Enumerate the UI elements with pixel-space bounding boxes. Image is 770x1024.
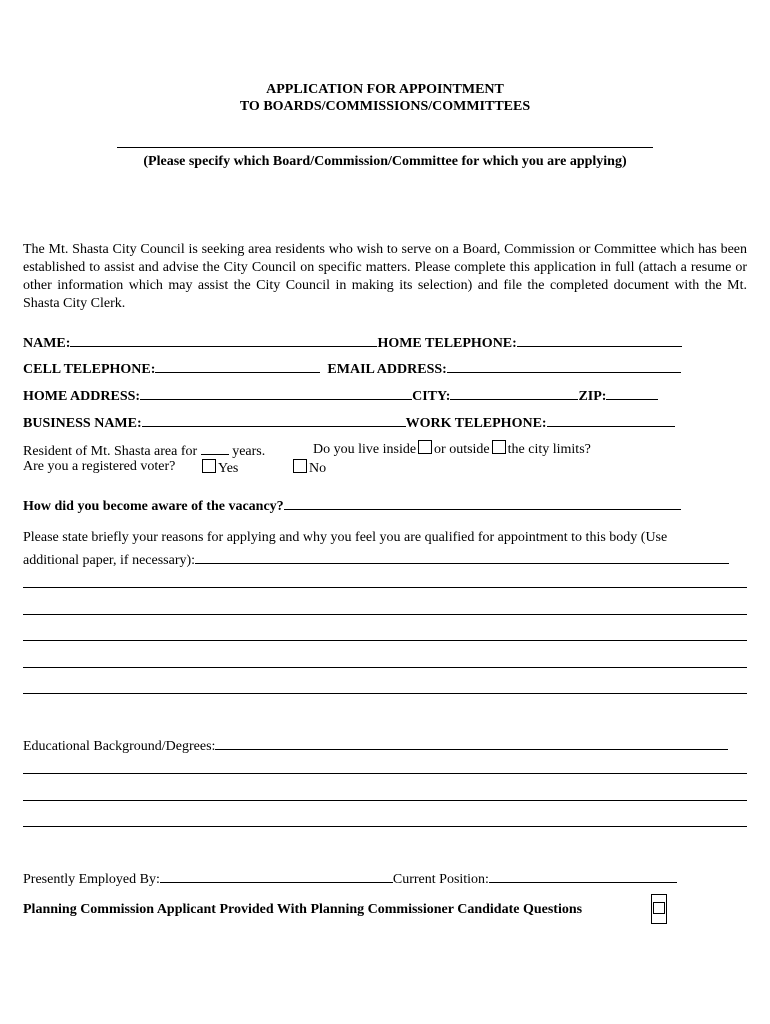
home-address-label: HOME ADDRESS: (23, 389, 141, 404)
form-title-line1: APPLICATION FOR APPOINTMENT (266, 82, 504, 97)
voter-no (291, 459, 326, 477)
voter-yes-label: Yes (218, 461, 239, 476)
work-telephone-field[interactable] (547, 412, 675, 427)
cell-row (23, 358, 681, 378)
employed-by-field[interactable] (160, 868, 393, 883)
reasons-line2-row (23, 549, 729, 569)
work-telephone-label: WORK TELEPHONE: (405, 416, 547, 431)
email-address-field[interactable] (447, 358, 681, 373)
form-title-line2: TO BOARDS/COMMISSIONS/COMMITTEES (239, 99, 531, 114)
voter-no-checkbox[interactable] (293, 459, 307, 473)
home-address-field[interactable] (140, 385, 412, 400)
zip-label: ZIP: (578, 389, 607, 404)
name-label: NAME: (23, 336, 71, 351)
years-field[interactable] (201, 440, 229, 455)
or-outside-label: or outside (434, 442, 490, 457)
vacancy-field[interactable] (284, 495, 681, 510)
cell-telephone-field[interactable] (155, 358, 320, 373)
reasons-line[interactable] (23, 693, 747, 694)
name-row (23, 332, 682, 352)
vacancy-label: How did you become aware of the vacancy? (23, 499, 284, 514)
live-inside-label: Do you live inside (313, 442, 417, 457)
zip-field[interactable] (606, 385, 658, 400)
education-line[interactable] (23, 800, 747, 801)
city-limits-row (313, 440, 591, 458)
education-line[interactable] (23, 773, 747, 774)
education-label: Educational Background/Degrees: (23, 739, 216, 754)
city-limits-label: the city limits? (507, 442, 591, 457)
vacancy-row (23, 495, 681, 515)
name-field[interactable] (70, 332, 377, 347)
home-telephone-label: HOME TELEPHONE: (377, 336, 517, 351)
education-row (23, 735, 728, 755)
position-field[interactable] (489, 868, 677, 883)
planning-commission-label: Planning Commission Applicant Provided With Planning Commissioner Candidate Questions (23, 902, 583, 917)
planning-checkbox[interactable] (653, 902, 665, 914)
reasons-line1: Please state briefly your reasons for applying and why you feel you are qualified for appointment to this body (Use (23, 530, 668, 545)
reasons-line[interactable] (23, 640, 747, 641)
intro-paragraph: The Mt. Shasta City Council is seeking area residents who wish to serve on a Board, Commission or Committee which has been established to assist and advise the City Council on specific matters. Please complete this application in full (attach a resume or other information which may assist the City Council in making its selection) and file the completed document with the Mt. Shasta City Clerk. (23, 242, 747, 311)
reasons-line[interactable] (23, 587, 747, 588)
board-specify-note: (Please specify which Board/Commission/Committee for which you are applying) (143, 154, 627, 169)
city-label: CITY: (412, 389, 451, 404)
employed-by-label: Presently Employed By: (23, 872, 160, 887)
resident-row (23, 440, 265, 460)
voter-yes-checkbox[interactable] (202, 459, 216, 473)
education-field-first[interactable] (215, 735, 728, 750)
board-name-line[interactable] (117, 147, 653, 148)
voter-question: Are you a registered voter? (23, 459, 176, 474)
outside-checkbox[interactable] (492, 440, 506, 454)
position-label: Current Position: (392, 872, 489, 887)
resident-suffix: years. (232, 444, 266, 459)
business-name-field[interactable] (142, 412, 406, 427)
reasons-line[interactable] (23, 614, 747, 615)
voter-no-label: No (309, 461, 327, 476)
resident-prefix: Resident of Mt. Shasta area for (23, 444, 198, 459)
address-row (23, 385, 658, 405)
reasons-line[interactable] (23, 667, 747, 668)
reasons-line2: additional paper, if necessary): (23, 553, 196, 568)
business-row (23, 412, 675, 432)
employment-row (23, 868, 677, 888)
email-address-label: EMAIL ADDRESS: (327, 362, 447, 377)
inside-checkbox[interactable] (418, 440, 432, 454)
cell-telephone-label: CELL TELEPHONE: (23, 362, 156, 377)
home-telephone-field[interactable] (517, 332, 682, 347)
business-name-label: BUSINESS NAME: (23, 416, 142, 431)
planning-checkbox-frame (651, 894, 667, 924)
reasons-field-first[interactable] (195, 549, 729, 564)
voter-yes (200, 459, 238, 477)
city-field[interactable] (450, 385, 578, 400)
education-line[interactable] (23, 826, 747, 827)
